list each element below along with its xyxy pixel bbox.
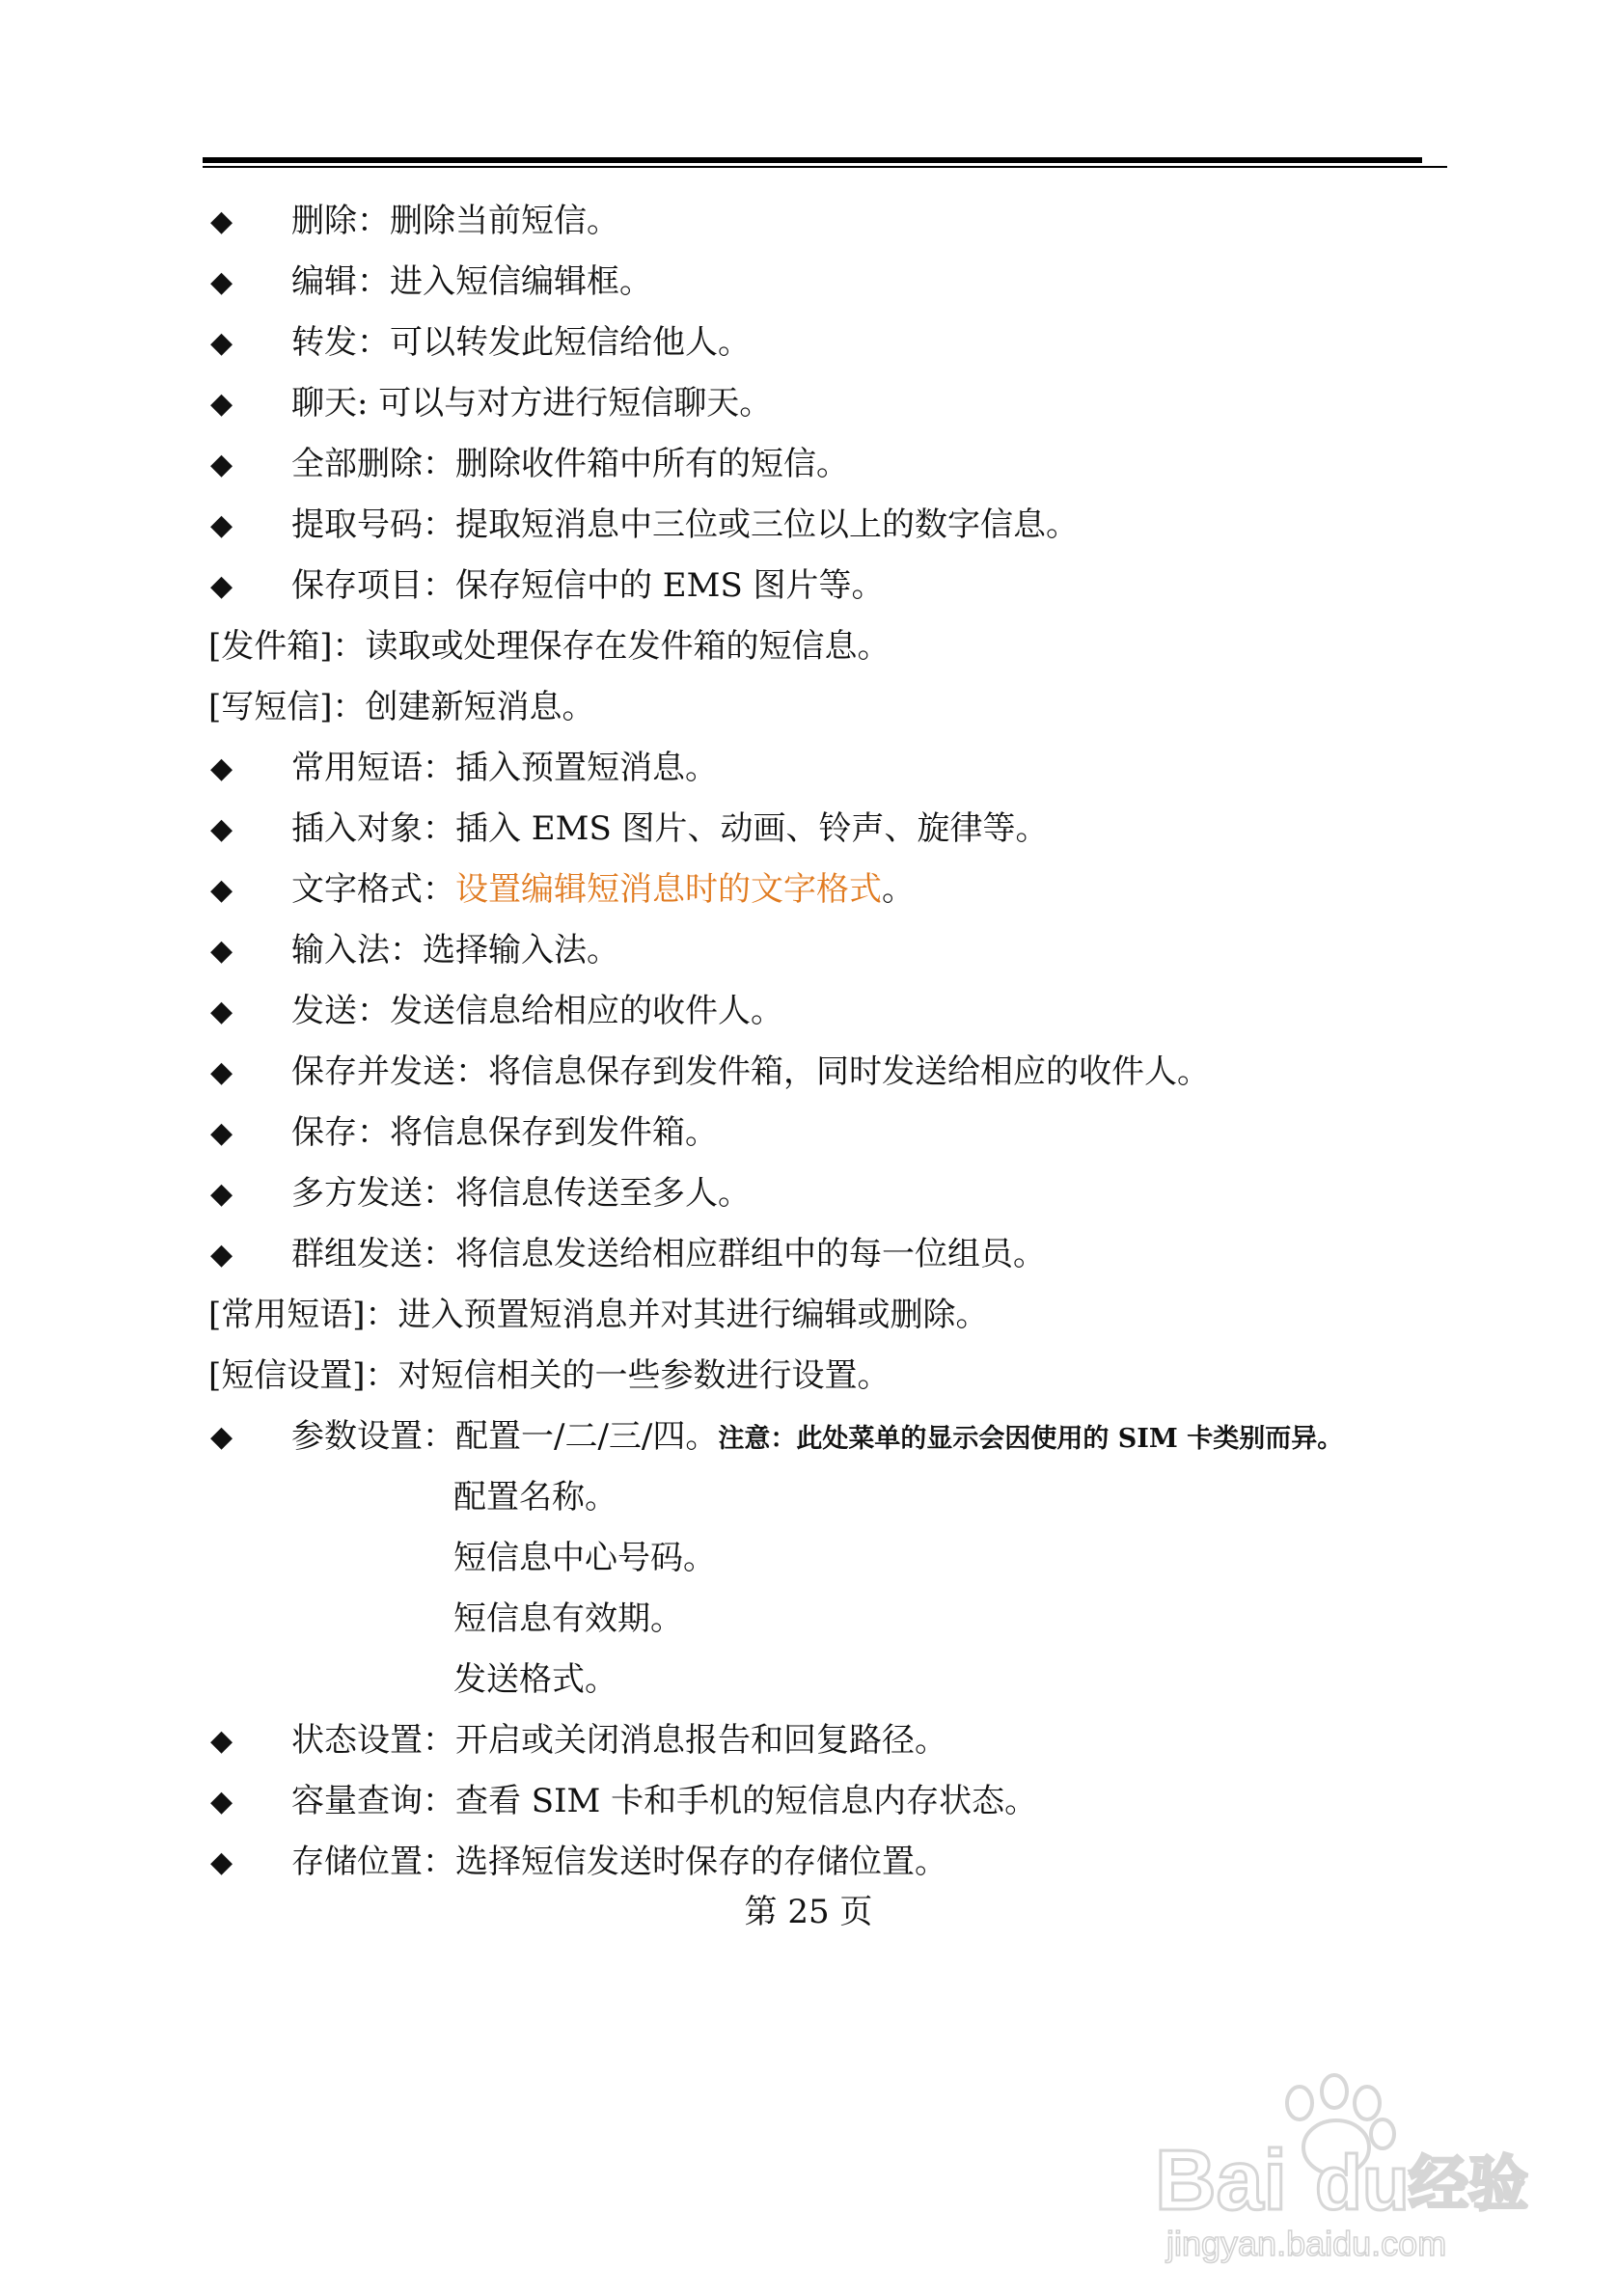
section-line	[0, 677, 1617, 738]
bullet-diamond-icon: ◆	[210, 326, 233, 360]
line-text	[291, 1832, 947, 1893]
line-text-content: 转发：可以转发此短信给他人。	[291, 323, 751, 362]
bullet-diamond-icon: ◆	[210, 265, 233, 299]
bullet-item	[0, 434, 1617, 495]
page-number: 第 25 页	[744, 1893, 873, 1931]
watermark-url: jingyan.baidu.com	[1166, 2224, 1447, 2263]
line-text	[291, 556, 885, 616]
bullet-item	[0, 1407, 1617, 1467]
watermark-cn: 经验	[1409, 2148, 1529, 2219]
sub-item	[0, 1589, 1617, 1650]
baidu-jingyan-watermark	[1153, 2064, 1539, 2267]
header-rule	[203, 157, 1422, 163]
line-text-content: [发件箱]：读取或处理保存在发件箱的短信息。	[208, 627, 891, 666]
bullet-diamond-icon: ◆	[210, 508, 233, 542]
line-text	[291, 799, 1049, 860]
line-text	[208, 616, 891, 677]
line-text-content: 短信息有效期。	[453, 1599, 683, 1638]
line-text-content: 发送格式。	[453, 1660, 617, 1699]
line-text-content: 保存项目：保存短信中的 EMS 图片等。	[291, 566, 885, 605]
bullet-item	[0, 313, 1617, 373]
line-text-content: 发送：发送信息给相应的收件人。	[291, 992, 783, 1030]
line-text	[291, 1042, 1210, 1103]
bullet-item	[0, 860, 1617, 920]
sub-item	[0, 1650, 1617, 1710]
bullet-diamond-icon: ◆	[210, 1238, 233, 1271]
bullet-item	[0, 1103, 1617, 1163]
bullet-diamond-icon: ◆	[210, 812, 233, 846]
section-line	[0, 616, 1617, 677]
section-line	[0, 1346, 1617, 1407]
bullet-diamond-icon: ◆	[210, 1116, 233, 1150]
line-text	[453, 1467, 617, 1528]
bullet-diamond-icon: ◆	[210, 752, 233, 785]
line-text-content: 保存：将信息保存到发件箱。	[291, 1113, 718, 1152]
bullet-diamond-icon: ◆	[210, 205, 233, 238]
line-text-content: 参数设置：配置一/二/三/四。	[291, 1417, 719, 1456]
line-text	[291, 1103, 718, 1163]
line-text-content: [写短信]：创建新短消息。	[208, 688, 595, 726]
line-text-content: 输入法：选择输入法。	[291, 931, 619, 970]
line-text	[208, 677, 595, 738]
line-text	[291, 981, 783, 1042]
line-text	[208, 1285, 989, 1346]
line-text	[291, 252, 652, 313]
bullet-diamond-icon: ◆	[210, 873, 233, 907]
line-text	[453, 1650, 617, 1710]
bullet-item	[0, 495, 1617, 556]
bullet-item	[0, 799, 1617, 860]
bullet-diamond-icon: ◆	[210, 1845, 233, 1879]
bullet-diamond-icon: ◆	[210, 1177, 233, 1211]
bullet-diamond-icon: ◆	[210, 995, 233, 1028]
line-text-highlighted	[291, 860, 915, 920]
bullet-item	[0, 738, 1617, 799]
line-text-content: [短信设置]：对短信相关的一些参数进行设置。	[208, 1356, 891, 1395]
line-text	[291, 373, 772, 434]
bullet-diamond-icon: ◆	[210, 1055, 233, 1089]
line-text	[291, 495, 1079, 556]
line-text	[291, 920, 619, 981]
bullet-diamond-icon: ◆	[210, 1724, 233, 1758]
watermark-brand-du: du	[1315, 2140, 1410, 2226]
header-rule-thin	[203, 166, 1447, 168]
line-text-content: 存储位置：选择短信发送时保存的存储位置。	[291, 1843, 947, 1881]
document-body	[0, 191, 1617, 1893]
line-text-content: 群组发送：将信息发送给相应群组中的每一位组员。	[291, 1235, 1046, 1273]
bullet-diamond-icon: ◆	[210, 1420, 233, 1454]
bullet-item	[0, 191, 1617, 252]
watermark-brand: Bai	[1155, 2132, 1287, 2228]
bullet-item	[0, 1042, 1617, 1103]
line-text	[291, 1224, 1046, 1285]
line-text-content: 提取号码：提取短消息中三位或三位以上的数字信息。	[291, 506, 1079, 544]
line-text-content: 编辑：进入短信编辑框。	[291, 262, 652, 301]
bullet-item	[0, 920, 1617, 981]
bullet-item	[0, 1224, 1617, 1285]
line-text-content: 常用短语：插入预置短消息。	[291, 749, 718, 787]
bullet-item	[0, 981, 1617, 1042]
line-text	[291, 1407, 1343, 1469]
sub-item	[0, 1528, 1617, 1589]
line-text-content: [常用短语]：进入预置短消息并对其进行编辑或删除。	[208, 1296, 989, 1334]
highlighted-text: 设置编辑短消息时的文字格式	[455, 870, 882, 909]
line-tail: 。	[882, 870, 915, 909]
line-text	[291, 1771, 1037, 1832]
line-label: 文字格式：	[291, 870, 455, 909]
bullet-diamond-icon: ◆	[210, 1785, 233, 1818]
line-text	[291, 191, 619, 252]
bullet-diamond-icon: ◆	[210, 934, 233, 968]
bullet-diamond-icon: ◆	[210, 569, 233, 603]
line-text	[453, 1589, 683, 1650]
bullet-item	[0, 1771, 1617, 1832]
bullet-item	[0, 1710, 1617, 1771]
line-text	[291, 313, 751, 373]
line-text	[208, 1346, 891, 1407]
line-text	[453, 1528, 716, 1589]
note-text: 注意：此处菜单的显示会因使用的 SIM 卡类别而异。	[718, 1424, 1344, 1454]
line-text-content: 删除：删除当前短信。	[291, 202, 619, 240]
line-text-content: 配置名称。	[453, 1478, 617, 1517]
section-line	[0, 1285, 1617, 1346]
line-text-content: 聊天: 可以与对方进行短信聊天。	[291, 384, 773, 423]
line-text-content: 状态设置：开启或关闭消息报告和回复路径。	[291, 1721, 947, 1760]
line-text	[291, 738, 718, 799]
line-text	[291, 1163, 751, 1224]
bullet-item	[0, 1163, 1617, 1224]
line-text	[291, 1710, 947, 1771]
line-text-content: 全部删除：删除收件箱中所有的短信。	[291, 445, 849, 483]
line-text	[291, 434, 849, 495]
line-text-content: 短信息中心号码。	[453, 1539, 716, 1577]
bullet-item	[0, 373, 1617, 434]
line-text-content: 容量查询：查看 SIM 卡和手机的短信息内存状态。	[291, 1782, 1038, 1820]
bullet-diamond-icon: ◆	[210, 448, 233, 481]
line-text-content: 保存并发送：将信息保存到发件箱，同时发送给相应的收件人。	[291, 1052, 1210, 1091]
line-text-content: 插入对象：插入 EMS 图片、动画、铃声、旋律等。	[291, 809, 1049, 848]
bullet-item	[0, 1832, 1617, 1893]
bullet-item	[0, 556, 1617, 616]
line-text-content: 多方发送：将信息传送至多人。	[291, 1174, 751, 1213]
bullet-diamond-icon: ◆	[210, 387, 233, 421]
sub-item	[0, 1467, 1617, 1528]
bullet-item	[0, 252, 1617, 313]
